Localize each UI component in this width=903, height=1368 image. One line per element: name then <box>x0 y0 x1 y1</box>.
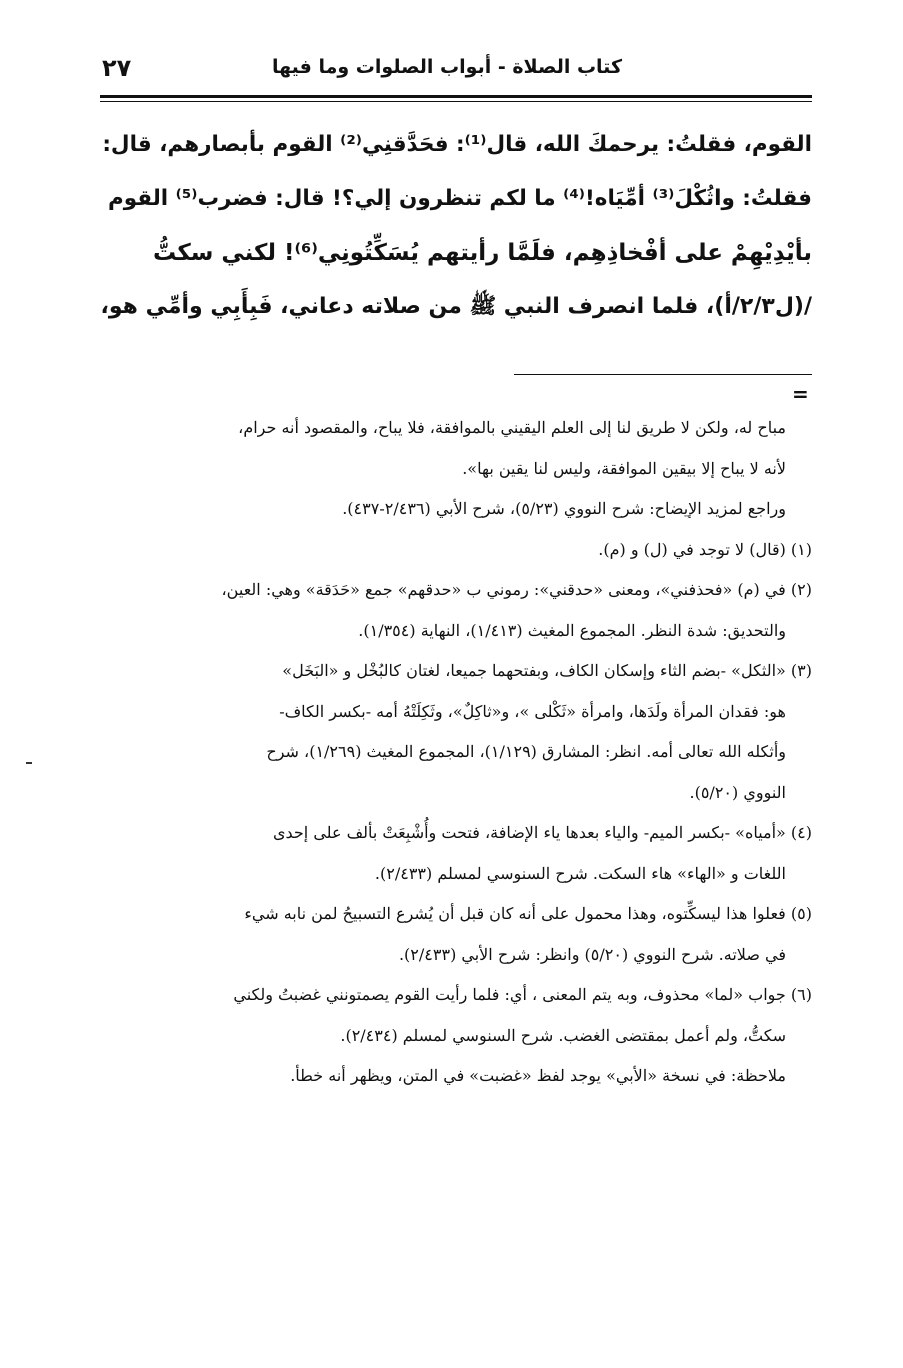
page-number: ٢٧ <box>102 54 132 82</box>
footnote-line: (٣) «الثكل» -بضم الثاء وإسكان الكاف، وبفتحهما جميعا، لغتان كالبُخْل و «البَخَل» <box>282 661 812 680</box>
footnote-line: (١) (قال) لا توجد في (ل) و (م). <box>598 539 812 559</box>
footnote-line: وراجع لمزيد الإيضاح: شرح النووي (٥/٢٣)، شرح الأبي (٢/٤٣٦-٤٣٧). <box>342 499 786 518</box>
footnote-line: (٦) جواب «لما» محذوف، وبه يتم المعنى ، أي: فلما رأيت القوم يصمتونني غضبتُ ولكني <box>233 985 812 1004</box>
main-text-line: القوم، فقلتُ: يرحمكَ الله، قال⁽¹⁾: فحَدَّقنِي⁽²⁾ القوم بأبصارهم، قال: <box>102 132 812 157</box>
footnote-line: اللغات و «الهاء» هاء السكت. شرح السنوسي لمسلم (٢/٤٣٣). <box>374 863 786 883</box>
footnote-line: لأنه لا يباح إلا بيقين الموافقة، وليس لنا يقين بها». <box>462 458 786 478</box>
header-rule-thin <box>100 101 812 102</box>
footnote-line: هو: فقدان المرأة ولَدَها، وامرأة «ثَكْلى »، و«ثاكِلٌ»، وثَكِلَتْهُ أمه -بكسر الكاف- <box>279 701 786 721</box>
continuation-mark: = <box>792 382 809 406</box>
margin-mark <box>26 762 32 764</box>
main-text <box>100 118 812 334</box>
main-text-line: /(ل٢/٣/أ)، فلما انصرف النبي ﷺ من صلاته دعاني، فَبِأَبِي وأمِّي هو، <box>100 294 812 319</box>
footnote-line: (٢) في (م) «فحذفني»، ومعنى «حدقني»: رموني ب «حدقهم» جمع «حَدَقة» وهي: العين، <box>221 580 812 599</box>
footnotes <box>100 408 812 1097</box>
footnote-line: النووي (٥/٢٠). <box>689 782 786 802</box>
footnote-line: (٤) «أمياه» -بكسر الميم- والياء بعدها ياء الإضافة، فتحت وأُشْبِعَتْ بألف على إحدى <box>272 823 812 842</box>
page-header <box>100 48 812 94</box>
running-title: كتاب الصلاة - أبواب الصلوات وما فيها <box>271 56 622 78</box>
main-text-line: بأيْدِيْهِمْ على أفْخاذِهِم، فلَمَّا رأيتهم يُسَكِّتُونِي⁽⁶⁾! لكني سكتُّ <box>152 240 812 266</box>
footnote-line: مباح له، ولكن لا طريق لنا إلى العلم اليقيني بالموافقة، فلا يباح، والمقصود أنه حرام، <box>238 418 786 437</box>
footnote-line: ملاحظة: في نسخة «الأبي» يوجد لفظ «غضبت» في المتن، ويظهر أنه خطأ. <box>290 1066 786 1085</box>
footnote-line: والتحديق: شدة النظر. المجموع المغيث (١/٤١٣)، النهاية (١/٣٥٤). <box>358 620 786 640</box>
footnote-separator <box>514 374 812 375</box>
header-rule-thick <box>100 95 812 98</box>
main-text-line: فقلتُ: واثُكْلَ⁽³⁾ أمِّيَاه!⁽⁴⁾ ما لكم تنظرون إلي؟! قال: فضرب⁽⁵⁾ القوم <box>107 186 812 211</box>
footnote-line: في صلاته. شرح النووي (٥/٢٠) وانظر: شرح الأبي (٢/٤٣٣). <box>398 944 786 964</box>
footnote-line: (٥) فعلوا هذا ليسكِّتوه، وهذا محمول على أنه كان قبل أن يُشرع التسبيحُ لمن نابه شيء <box>244 904 812 923</box>
footnote-line: سكتُّ، ولم أعمل بمقتضى الغضب. شرح السنوسي لمسلم (٢/٤٣٤). <box>340 1025 786 1045</box>
footnote-line: وأثكله الله تعالى أمه. انظر: المشارق (١/١٢٩)، المجموع المغيث (١/٢٦٩)، شرح <box>266 742 786 761</box>
